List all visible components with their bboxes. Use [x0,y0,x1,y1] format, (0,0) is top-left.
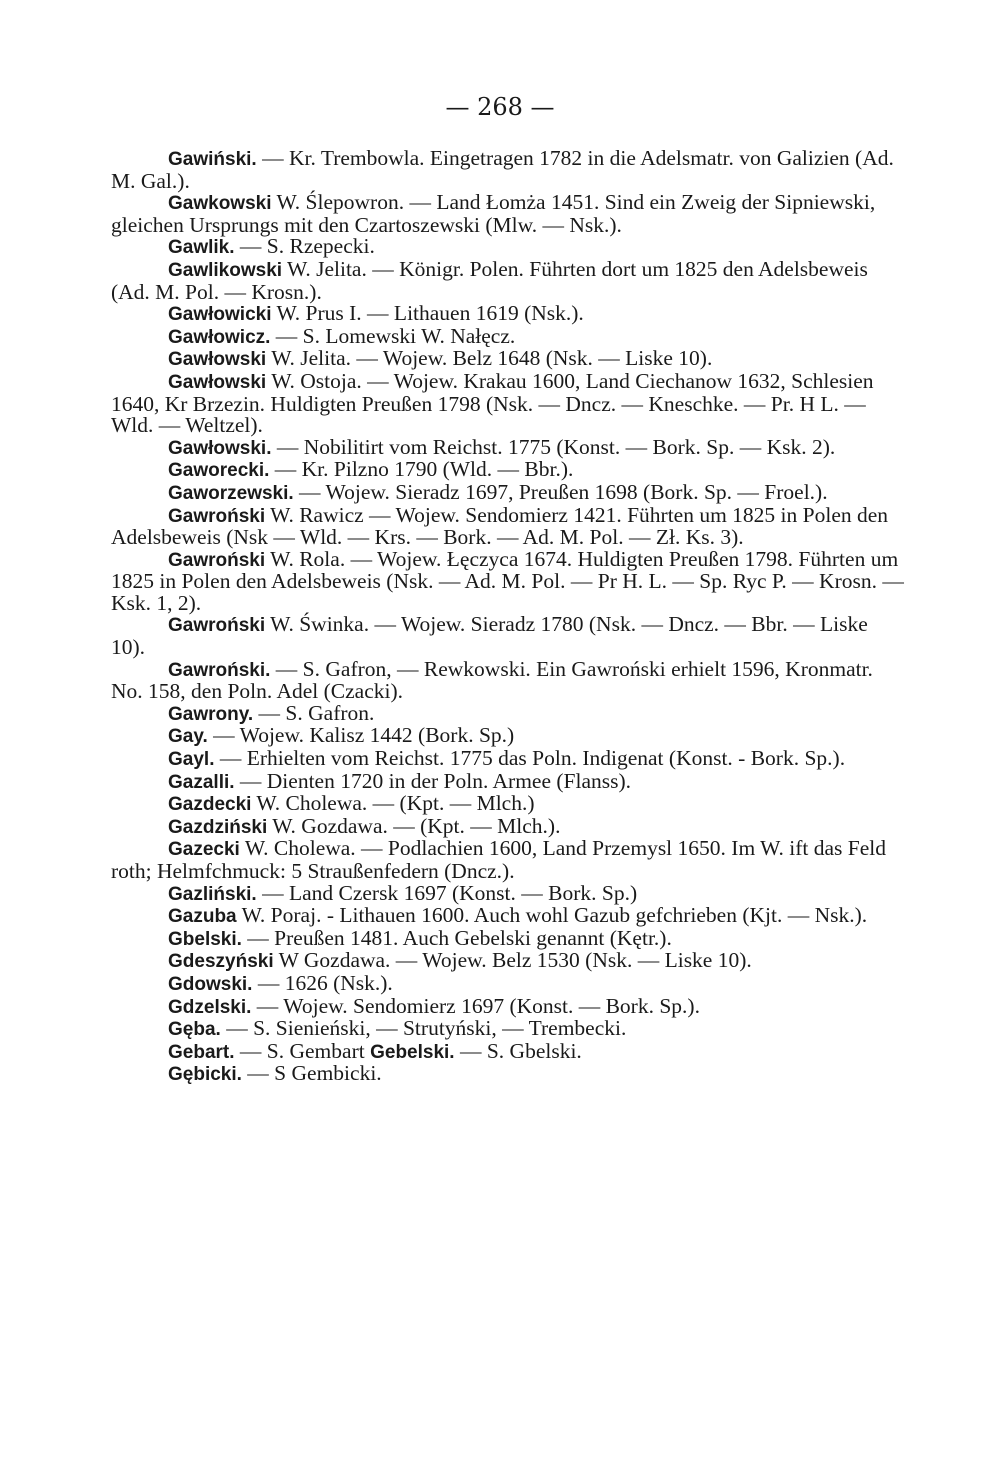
entry [111,838,905,882]
entry-text: — Kr. Trembowla. Eingetragen 1782 in die Adelsmatr. von Galizien (Ad. M. Gal.). [111,146,894,193]
entry [111,993,905,1019]
entry-text: W. Cholewa. — Podlachien 1600, Land Przemysl 1650. Im W. ift das Feld roth; Helmfchmuck: 5 Straußenfedern (Dncz.). [111,836,886,883]
entry-headword: Gazliński. [168,883,257,905]
entry-headword: Gawroński. [168,659,271,681]
entry-headword: Gdzelski. [168,996,252,1018]
entry-headword: Gęba. [168,1019,221,1041]
entry-text: — S. Gafron. [253,700,375,725]
entry [111,459,905,482]
entry-headword: Gawrony. [168,703,254,725]
entry-headword: Gawroński [168,615,266,637]
entry [111,479,905,505]
entry-text: — S. Gbelski. [454,1038,582,1063]
entry-text: — Wojew. Kalisz 1442 (Bork. Sp.) [207,723,515,748]
entry [111,813,905,839]
entry-headword: Gawroński [168,505,266,527]
entry-text: — S. Lomewski W. Nałęcz. [270,323,516,348]
entry-headword: Gazecki [168,839,240,861]
entry [111,950,905,973]
entry [111,614,905,658]
entry-text: — S. Sienieński, — Strutyński, — Trembecki. [220,1016,627,1041]
entry-text: — Nobilitirt vom Reichst. 1775 (Konst. — Bork. Sp. — Ksk. 2). [271,434,836,459]
entry [111,793,905,816]
entry [111,256,905,304]
entry-headword: Gbelski. [168,928,242,950]
entry-text: W. Jelita. — Königr. Polen. Führten dort um 1825 den Adelsbeweis (Ad. M. Pol. — Krosn.). [111,256,868,304]
entry [111,700,905,726]
entry-text: W. Prus I. — Lithauen 1619 (Nsk.). [271,301,584,326]
entry-text: W. Ślepowron. — Land Łomża 1451. Sind ein Zweig der Sipniewski, gleichen Ursprungs mit den Czartoszewski (Mlw. — Nsk.). [111,190,876,237]
page-number: — 268 — [445,93,555,121]
entry-headword: Gazdecki [168,794,252,816]
entry-text: W. Cholewa. — (Kpt. — Mlch.) [251,791,535,816]
entry-headword: Gaworecki. [168,460,270,482]
entry-headword: Gawlik. [168,237,235,259]
entry-headword: Gaworzewski. [168,482,294,504]
entry-text: W. Ostoja. — Wojew. Krakau 1600, Land Ciechanow 1632, Schlesien 1640, Kr Brzezin. Huldigten Preußen 1798 (Nsk. — Dncz. — Kneschke. — Pr. H L. — Wld. — Weltzel). [111,368,874,438]
entry-headword: Gdowski. [168,973,253,995]
dictionary-entries [111,148,905,1086]
entry [111,368,905,438]
entry [111,323,905,349]
entry [111,348,905,371]
entry [111,502,905,550]
entry-text: — S Gembicki. [241,1061,382,1086]
entry [111,768,905,794]
entry-headword: Gawroński [168,549,266,571]
entry-text: — Preußen 1481. Auch Gebelski genannt (Kętr.). [241,925,672,950]
entry-headword: Gawłowski [168,371,267,393]
entry-headword: Gawkowski [168,193,272,215]
entry [111,970,905,996]
entry-headword: Gebart. [168,1041,235,1063]
entry-text: W. Poraj. - Lithauen 1600. Auch wohl Gazub gefchrieben (Kjt. — Nsk.). [236,903,868,928]
entry-text: — Dienten 1720 in der Poln. Armee (Flanss). [234,768,632,793]
entry [111,1063,905,1086]
entry [111,656,905,704]
entry-text: W Gozdawa. — Wojew. Belz 1530 (Nsk. — Liske 10). [273,948,752,973]
entry [111,748,905,771]
entry-headword: Gazalli. [168,771,235,793]
entry-headword: Gawłowski. [168,437,272,459]
entry-text: — Kr. Pilzno 1790 (Wld. — Bbr.). [269,457,574,482]
entry-headword: Gayl. [168,749,215,771]
entry-text: — Wojew. Sieradz 1697, Preußen 1698 (Bork. Sp. — Froel.). [293,479,828,504]
entry [111,925,905,951]
entry-headword: Gebelski. [370,1041,455,1063]
entry-text: — Erhielten vom Reichst. 1775 das Poln. Indigenat (Konst. - Bork. Sp.). [214,746,846,771]
entry [111,192,905,236]
entry-text: W. Rawicz — Wojew. Sendomierz 1421. Führten um 1825 in Polen den Adelsbeweis (Nsk — Wld. — Krs. — Bork. — Ad. M. Pol. — Zł. Ks. 3). [111,502,889,550]
entry-text: W. Świnka. — Wojew. Sieradz 1780 (Nsk. — Dncz. — Bbr. — Liske 10). [111,612,868,660]
entry-headword: Gazuba [168,906,237,928]
entry [111,905,905,928]
entry [111,434,905,460]
entry [111,880,905,906]
entry-text: — Land Czersk 1697 (Konst. — Bork. Sp.) [256,880,638,905]
entry-headword: Gawłowski [168,349,267,371]
entry [111,303,905,326]
entry-headword: Gawłowicki [168,304,272,326]
entry-text: — Wojew. Sendomierz 1697 (Konst. — Bork. Sp.). [251,993,700,1018]
entry-headword: Gawłowicz. [168,326,271,348]
entry-headword: Gdeszyński [168,951,274,973]
entry-text: W. Rola. — Wojew. Łęczyca 1674. Huldigten Preußen 1798. Führten um 1825 in Polen den Adelsbeweis (Nsk. — Ad. M. Pol. — Pr H. L. — Sp. Ryc P. — Krosn. — Ksk. 1, 2). [111,546,904,615]
entry-text: W. Gozdawa. — (Kpt. — Mlch.). [267,813,561,838]
entry [111,1038,905,1064]
entry-headword: Gay. [168,726,208,748]
entry-headword: Gawiński. [168,149,257,170]
entry [111,546,905,615]
entry-headword: Gawlikowski [168,259,283,281]
entry [111,148,905,192]
entry-text: W. Jelita. — Wojew. Belz 1648 (Nsk. — Liske 10). [266,346,713,371]
entry-headword: Gębicki. [168,1064,242,1086]
entry [111,1018,905,1041]
entry-text: — S. Gembart [234,1038,371,1063]
entry-headword: Gazdziński [168,816,268,838]
entry [111,236,905,259]
entry-text: — S. Gafron, — Rewkowski. Ein Gawroński erhielt 1596, Kronmatr. No. 158, den Poln. Adel (Czacki). [111,656,873,704]
entry [111,725,905,748]
entry-text: — S. Rzepecki. [234,234,375,259]
entry-text: — 1626 (Nsk.). [252,970,393,995]
